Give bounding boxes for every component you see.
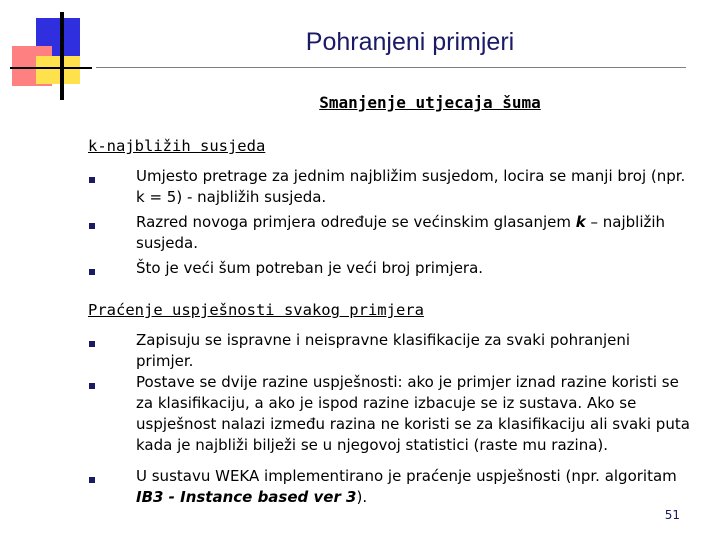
list-item: Postave se dvije razine uspješnosti: ako je primjer iznad razine koristi se za klasifikaciju, a ako je ispod razine izbacuje se iz sustava. Ako se uspješnost nalazi između razina ne koristi se za klasifikaciju ali svaki puta kada je najbliži bilježi se u njegovoj statistici (raste mu razina). <box>136 373 690 454</box>
bullet-icon <box>89 177 95 183</box>
title-rule <box>96 67 686 68</box>
list-item: Što je veći šum potreban je veći broj primjera. <box>136 259 484 277</box>
decor-yellow-square <box>36 56 80 84</box>
list-item: Zapisuju se ispravne i neispravne klasifikacije za svaki pohranjeni primjer. <box>136 331 631 370</box>
list-item: Razred novoga primjera određuje se većinskim glasanjem k – najbližih susjeda. <box>136 213 666 252</box>
bullet-icon <box>89 383 95 389</box>
algorithm-name: IB3 - Instance based ver 3 <box>136 488 357 506</box>
bullet-icon <box>89 223 95 229</box>
page-number: 51 <box>664 508 680 522</box>
slide-title: Pohranjeni primjeri <box>305 28 515 56</box>
bullet-icon <box>89 477 95 483</box>
slide-subtitle: Smanjenje utjecaja šuma <box>319 93 541 112</box>
k-symbol: k <box>575 213 586 231</box>
section-heading-tracking: Praćenje uspješnosti svakog primjera <box>88 301 424 319</box>
decor-horizontal-line <box>10 67 92 69</box>
list-item: Umjesto pretrage za jednim najbližim susjedom, locira se manji broj (npr. k = 5) - najbližih susjeda. <box>136 167 686 206</box>
section-heading-knn: k-najbližih susjeda <box>88 137 266 155</box>
bullet-icon <box>89 269 95 275</box>
decor-vertical-line <box>60 12 64 100</box>
list-item: U sustavu WEKA implementirano je praćenje uspješnosti (npr. algoritam IB3 - Instance based ver 3). <box>136 467 677 506</box>
bullet-icon <box>89 341 95 347</box>
